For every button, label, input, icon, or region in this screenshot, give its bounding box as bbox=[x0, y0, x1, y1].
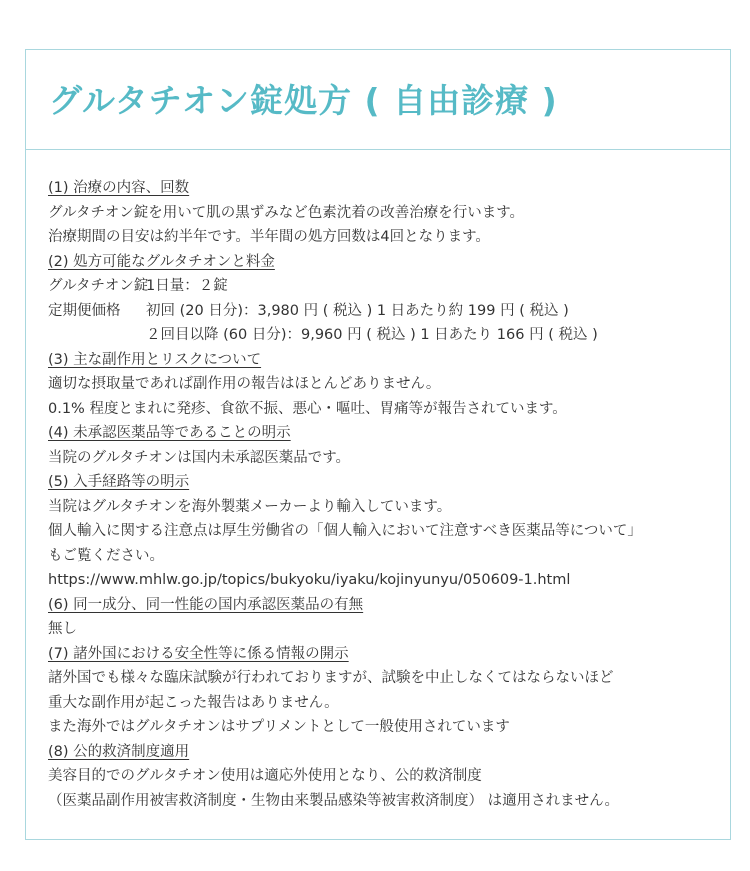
section-7-heading: (7) 諸外国における安全性等に係る情報の開示 bbox=[48, 645, 349, 662]
section-7-line: また海外ではグルタチオンはサプリメントとして一般使用されています bbox=[48, 719, 510, 735]
section-1-line: 治療期間の目安は約半年です。半年間の処方回数は4回となります。 bbox=[48, 229, 490, 245]
section-3-heading: (3) 主な副作用とリスクについて bbox=[48, 351, 262, 368]
section-4-line: 当院のグルタチオンは国内未承認医薬品です。 bbox=[48, 449, 351, 466]
card-header bbox=[26, 50, 730, 150]
section-5-heading: (5) 入手経路等の明示 bbox=[48, 474, 190, 490]
section-7-line: 重大な副作用が起こった報告はありません。 bbox=[48, 694, 339, 711]
section-3-line: 適切な摂取量であれば副作用の報告はほとんどありません。 bbox=[48, 376, 441, 392]
dose-value: 1日量：２錠 bbox=[146, 278, 228, 294]
section-8-line: 美容目的でのグルタチオン使用は適応外使用となり、公的救済制度 bbox=[48, 768, 482, 784]
section-8-line: （医薬品副作用被害救済制度・生物由来製品感染等被害救済制度） は適用されません。 bbox=[48, 792, 619, 809]
info-card bbox=[25, 49, 731, 840]
section-6-line: 無し bbox=[48, 621, 77, 637]
section-4-heading: (4) 未承認医薬品等であることの明示 bbox=[48, 425, 291, 441]
section-5-line: 当院はグルタチオンを海外製薬メーカーより輸入しています。 bbox=[48, 498, 452, 515]
section-7-line: 諸外国でも様々な臨床試験が行われておりますが、試験を中止しなくてはならないほど bbox=[48, 670, 614, 686]
section-5-line: 個人輸入に関する注意点は厚生労働省の「個人輸入において注意すべき医薬品等について」 bbox=[48, 523, 642, 539]
mhlw-url-text: https://www.mhlw.go.jp/topics/bukyoku/iyaku/kojinyunyu/050609-1.html bbox=[48, 572, 571, 588]
price-second: ２回目以降 (60 日分)：9,960 円 ( 税込 ) 1 日あたり 166 円 ( 税込 ) bbox=[146, 327, 598, 343]
page-title: グルタチオン錠処方 ( 自由診療 ) bbox=[49, 81, 558, 120]
price-first: 初回 (20 日分)：3,980 円 ( 税込 ) 1 日あたり約 199 円 ( 税込 ) bbox=[146, 302, 569, 319]
price-label: 定期便価格 bbox=[48, 302, 121, 319]
price-row-first bbox=[48, 299, 720, 324]
section-5-line: もご覧ください。 bbox=[48, 547, 164, 564]
section-3-line: 0.1% 程度とまれに発疹、食欲不振、悪心・嘔吐、胃痛等が報告されています。 bbox=[48, 400, 567, 417]
section-2-heading: (2) 処方可能なグルタチオンと料金 bbox=[48, 253, 275, 270]
dose-label: グルタチオン錠 bbox=[48, 278, 149, 294]
section-6-heading: (6) 同一成分、同一性能の国内承認医薬品の有無 bbox=[48, 596, 364, 613]
card-body bbox=[48, 176, 720, 813]
dose-row bbox=[48, 274, 720, 299]
section-1-line: グルタチオン錠を用いて肌の黒ずみなど色素沈着の改善治療を行います。 bbox=[48, 204, 525, 221]
section-1-heading: (1) 治療の内容、回数 bbox=[48, 180, 190, 196]
section-8-heading: (8) 公的救済制度適用 bbox=[48, 743, 190, 760]
